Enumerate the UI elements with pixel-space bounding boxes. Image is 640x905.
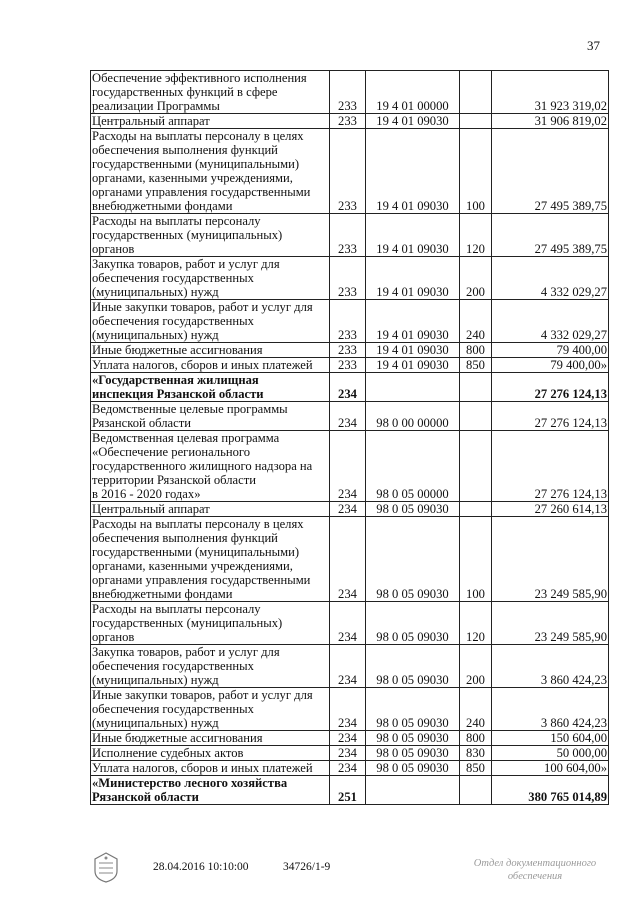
table-row (91, 602, 609, 645)
table-row (91, 761, 609, 776)
row-code-cell: 233 (330, 358, 366, 373)
row-name-cell: Ведомственная целевая программа «Обеспечение регионального государственного жилищного надзора на территории Рязанской области в 2016 - 2020 годах» (91, 431, 330, 502)
page-footer (0, 857, 640, 897)
table-row (91, 645, 609, 688)
row-csr-cell: 19 4 01 00000 (366, 71, 460, 114)
table-row (91, 343, 609, 358)
row-code-cell: 233 (330, 114, 366, 129)
row-vr-cell: 120 (460, 602, 492, 645)
row-vr-cell (460, 373, 492, 402)
row-sum-cell: 27 260 614,13 (492, 502, 609, 517)
row-csr-cell: 19 4 01 09030 (366, 300, 460, 343)
row-csr-cell (366, 373, 460, 402)
row-csr-cell (366, 776, 460, 805)
row-code-cell: 233 (330, 257, 366, 300)
row-sum-cell: 27 276 124,13 (492, 402, 609, 431)
table-row (91, 373, 609, 402)
row-csr-cell: 19 4 01 09030 (366, 129, 460, 214)
row-csr-cell: 98 0 05 09030 (366, 688, 460, 731)
row-code-cell: 251 (330, 776, 366, 805)
budget-table-body (91, 71, 609, 805)
page-number: 37 (587, 38, 600, 53)
row-code-cell: 234 (330, 517, 366, 602)
table-row (91, 300, 609, 343)
row-sum-cell: 79 400,00» (492, 358, 609, 373)
row-vr-cell: 800 (460, 731, 492, 746)
row-vr-cell: 200 (460, 645, 492, 688)
table-row (91, 402, 609, 431)
row-code-cell: 234 (330, 402, 366, 431)
row-csr-cell: 98 0 05 00000 (366, 431, 460, 502)
stamp-line: Отдел документационного (473, 858, 597, 869)
row-name-cell: Иные закупки товаров, работ и услуг для обеспечения государственных (муниципальных) нужд (91, 300, 330, 343)
row-csr-cell: 98 0 05 09030 (366, 761, 460, 776)
table-row (91, 129, 609, 214)
row-code-cell: 233 (330, 129, 366, 214)
row-sum-cell: 31 906 819,02 (492, 114, 609, 129)
row-name-cell: «Министерство лесного хозяйства Рязанской области (91, 776, 330, 805)
row-csr-cell: 98 0 05 09030 (366, 746, 460, 761)
row-name-cell: «Государственная жилищная инспекция Рязанской области (91, 373, 330, 402)
row-name-cell: Закупка товаров, работ и услуг для обеспечения государственных (муниципальных) нужд (91, 257, 330, 300)
row-name-cell: Расходы на выплаты персоналу в целях обеспечения выполнения функций государственными (муниципальными) органами, казенными учреждениями, органами управления государственными внебюджетными фондами (91, 517, 330, 602)
row-sum-cell: 23 249 585,90 (492, 517, 609, 602)
row-csr-cell: 98 0 05 09030 (366, 731, 460, 746)
row-sum-cell: 27 276 124,13 (492, 373, 609, 402)
row-sum-cell: 150 604,00 (492, 731, 609, 746)
row-code-cell: 234 (330, 602, 366, 645)
emblem-icon (93, 851, 119, 886)
row-name-cell: Уплата налогов, сборов и иных платежей (91, 761, 330, 776)
row-vr-cell: 200 (460, 257, 492, 300)
row-code-cell: 234 (330, 731, 366, 746)
table-row (91, 431, 609, 502)
table-row (91, 71, 609, 114)
row-vr-cell: 850 (460, 761, 492, 776)
table-row (91, 517, 609, 602)
row-vr-cell (460, 402, 492, 431)
row-csr-cell: 19 4 01 09030 (366, 257, 460, 300)
budget-table (90, 70, 609, 805)
row-csr-cell: 19 4 01 09030 (366, 114, 460, 129)
row-csr-cell: 98 0 05 09030 (366, 645, 460, 688)
table-row (91, 776, 609, 805)
table-row (91, 688, 609, 731)
table-row (91, 746, 609, 761)
row-code-cell: 234 (330, 373, 366, 402)
row-sum-cell: 4 332 029,27 (492, 300, 609, 343)
row-vr-cell (460, 776, 492, 805)
row-csr-cell: 98 0 05 09030 (366, 517, 460, 602)
row-sum-cell: 3 860 424,23 (492, 645, 609, 688)
row-sum-cell: 380 765 014,89 (492, 776, 609, 805)
row-name-cell: Центральный аппарат (91, 114, 330, 129)
row-vr-cell (460, 71, 492, 114)
row-csr-cell: 98 0 05 09030 (366, 502, 460, 517)
table-row (91, 502, 609, 517)
row-name-cell: Обеспечение эффективного исполнения государственных функций в сфере реализации Программы (91, 71, 330, 114)
row-sum-cell: 3 860 424,23 (492, 688, 609, 731)
row-name-cell: Расходы на выплаты персоналу государственных (муниципальных) органов (91, 602, 330, 645)
row-name-cell: Расходы на выплаты персоналу государственных (муниципальных) органов (91, 214, 330, 257)
row-name-cell: Иные бюджетные ассигнования (91, 343, 330, 358)
row-csr-cell: 19 4 01 09030 (366, 214, 460, 257)
table-row (91, 214, 609, 257)
row-vr-cell: 240 (460, 688, 492, 731)
row-csr-cell: 19 4 01 09030 (366, 343, 460, 358)
table-row (91, 358, 609, 373)
row-csr-cell: 98 0 00 00000 (366, 402, 460, 431)
row-name-cell: Расходы на выплаты персоналу в целях обеспечения выполнения функций государственными (муниципальными) органами, казенными учреждениями, органами управления государственными внебюджетными фондами (91, 129, 330, 214)
row-name-cell: Уплата налогов, сборов и иных платежей (91, 358, 330, 373)
row-code-cell: 234 (330, 431, 366, 502)
row-sum-cell: 4 332 029,27 (492, 257, 609, 300)
row-name-cell: Ведомственные целевые программы Рязанской области (91, 402, 330, 431)
department-stamp (445, 857, 625, 883)
row-vr-cell: 100 (460, 517, 492, 602)
footer-document-number: 34726/1-9 (283, 861, 331, 873)
row-sum-cell: 31 923 319,02 (492, 71, 609, 114)
row-name-cell: Центральный аппарат (91, 502, 330, 517)
table-row (91, 257, 609, 300)
row-name-cell: Исполнение судебных актов (91, 746, 330, 761)
row-vr-cell: 100 (460, 129, 492, 214)
row-vr-cell: 850 (460, 358, 492, 373)
stamp-line: обеспечения (507, 871, 563, 882)
row-vr-cell (460, 114, 492, 129)
row-code-cell: 233 (330, 300, 366, 343)
row-name-cell: Иные бюджетные ассигнования (91, 731, 330, 746)
row-vr-cell (460, 502, 492, 517)
row-sum-cell: 27 276 124,13 (492, 431, 609, 502)
row-sum-cell: 23 249 585,90 (492, 602, 609, 645)
row-code-cell: 234 (330, 688, 366, 731)
table-row (91, 731, 609, 746)
row-name-cell: Закупка товаров, работ и услуг для обеспечения государственных (муниципальных) нужд (91, 645, 330, 688)
row-code-cell: 233 (330, 343, 366, 358)
row-code-cell: 233 (330, 214, 366, 257)
row-sum-cell: 79 400,00 (492, 343, 609, 358)
row-code-cell: 234 (330, 746, 366, 761)
row-sum-cell: 100 604,00» (492, 761, 609, 776)
row-vr-cell: 120 (460, 214, 492, 257)
row-vr-cell: 800 (460, 343, 492, 358)
row-vr-cell (460, 431, 492, 502)
row-code-cell: 233 (330, 71, 366, 114)
row-code-cell: 234 (330, 645, 366, 688)
row-name-cell: Иные закупки товаров, работ и услуг для обеспечения государственных (муниципальных) нужд (91, 688, 330, 731)
row-code-cell: 234 (330, 761, 366, 776)
table-row (91, 114, 609, 129)
row-csr-cell: 19 4 01 09030 (366, 358, 460, 373)
row-sum-cell: 50 000,00 (492, 746, 609, 761)
row-vr-cell: 830 (460, 746, 492, 761)
row-code-cell: 234 (330, 502, 366, 517)
footer-timestamp: 28.04.2016 10:10:00 (153, 861, 249, 873)
row-vr-cell: 240 (460, 300, 492, 343)
row-sum-cell: 27 495 389,75 (492, 129, 609, 214)
row-csr-cell: 98 0 05 09030 (366, 602, 460, 645)
row-sum-cell: 27 495 389,75 (492, 214, 609, 257)
